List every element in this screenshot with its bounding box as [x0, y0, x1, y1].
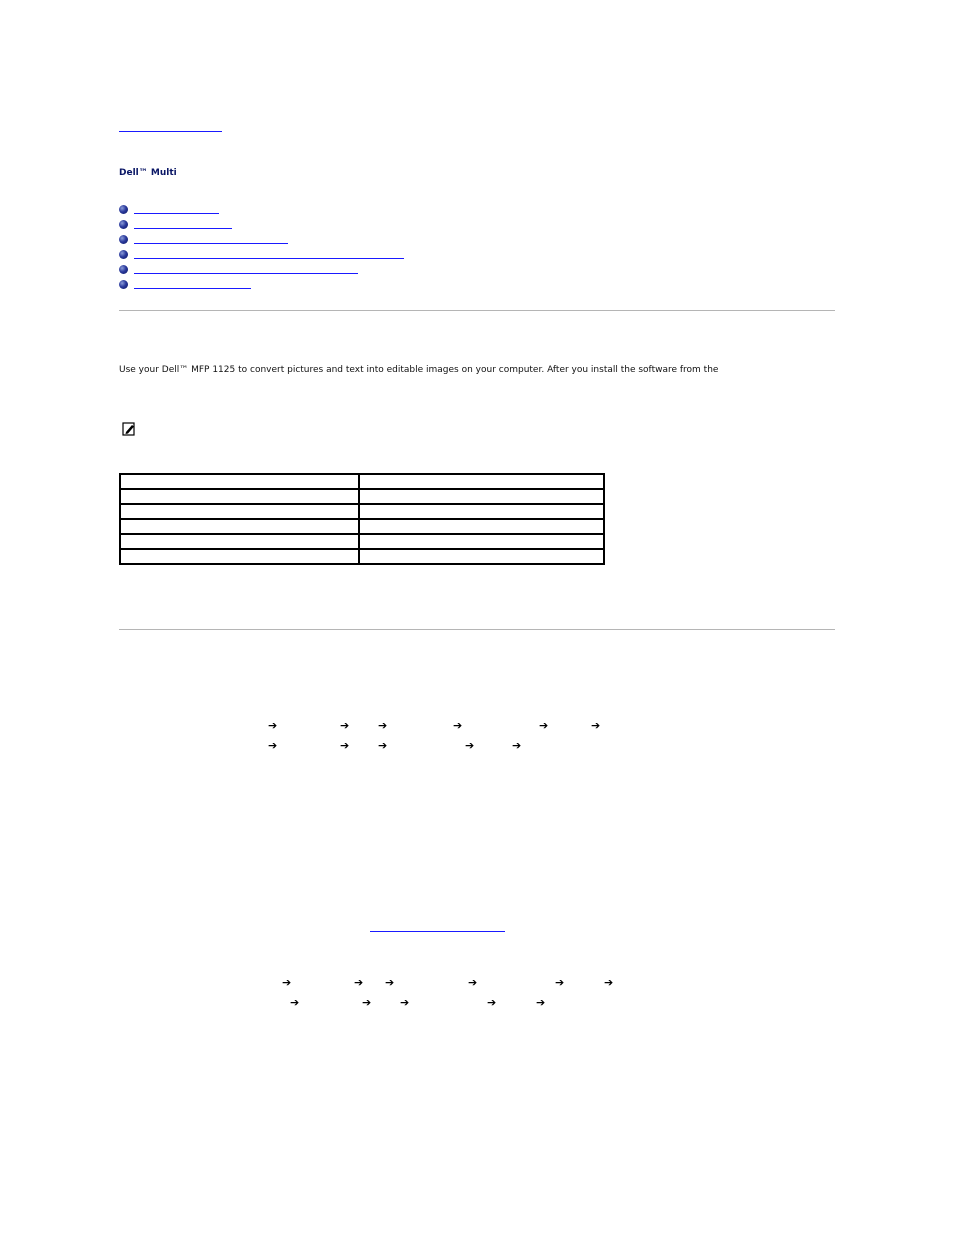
top-link[interactable]	[119, 131, 222, 132]
right-arrow-icon: ➔	[290, 996, 300, 1009]
inline-link[interactable]	[370, 931, 505, 932]
right-arrow-icon: ➔	[385, 976, 395, 989]
section-divider	[119, 310, 835, 311]
bullet-sphere-icon	[119, 235, 128, 244]
right-arrow-icon: ➔	[400, 996, 410, 1009]
right-arrow-icon: ➔	[536, 996, 546, 1009]
right-arrow-icon: ➔	[340, 739, 350, 752]
bullet-sphere-icon	[119, 220, 128, 229]
bullet-sphere-icon	[119, 205, 128, 214]
right-arrow-icon: ➔	[378, 719, 388, 732]
table-row	[120, 489, 604, 504]
toc-link-6[interactable]	[134, 288, 251, 289]
right-arrow-icon: ➔	[539, 719, 549, 732]
note-pencil-icon	[122, 422, 136, 436]
right-arrow-icon: ➔	[268, 719, 278, 732]
toc-link-2[interactable]	[134, 228, 232, 229]
table-row	[120, 549, 604, 564]
right-arrow-icon: ➔	[354, 976, 364, 989]
right-arrow-icon: ➔	[340, 719, 350, 732]
right-arrow-icon: ➔	[468, 976, 478, 989]
section-divider	[119, 629, 835, 630]
right-arrow-icon: ➔	[362, 996, 372, 1009]
page-title: Dell™ Multi	[119, 168, 177, 178]
table-row	[120, 534, 604, 549]
info-table	[119, 473, 605, 565]
bullet-sphere-icon	[119, 250, 128, 259]
intro-paragraph: Use your Dell™ MFP 1125 to convert pictures and text into editable images on your computer. After you install the software from the	[119, 365, 719, 375]
table-row	[120, 519, 604, 534]
toc-link-4[interactable]	[134, 258, 404, 259]
bullet-sphere-icon	[119, 280, 128, 289]
right-arrow-icon: ➔	[465, 739, 475, 752]
right-arrow-icon: ➔	[268, 739, 278, 752]
right-arrow-icon: ➔	[453, 719, 463, 732]
table-row	[120, 474, 604, 489]
bullet-sphere-icon	[119, 265, 128, 274]
right-arrow-icon: ➔	[555, 976, 565, 989]
toc-link-5[interactable]	[134, 273, 358, 274]
table-row	[120, 504, 604, 519]
toc-link-1[interactable]	[134, 213, 219, 214]
toc-link-3[interactable]	[134, 243, 288, 244]
right-arrow-icon: ➔	[378, 739, 388, 752]
right-arrow-icon: ➔	[512, 739, 522, 752]
right-arrow-icon: ➔	[591, 719, 601, 732]
right-arrow-icon: ➔	[604, 976, 614, 989]
right-arrow-icon: ➔	[282, 976, 292, 989]
right-arrow-icon: ➔	[487, 996, 497, 1009]
